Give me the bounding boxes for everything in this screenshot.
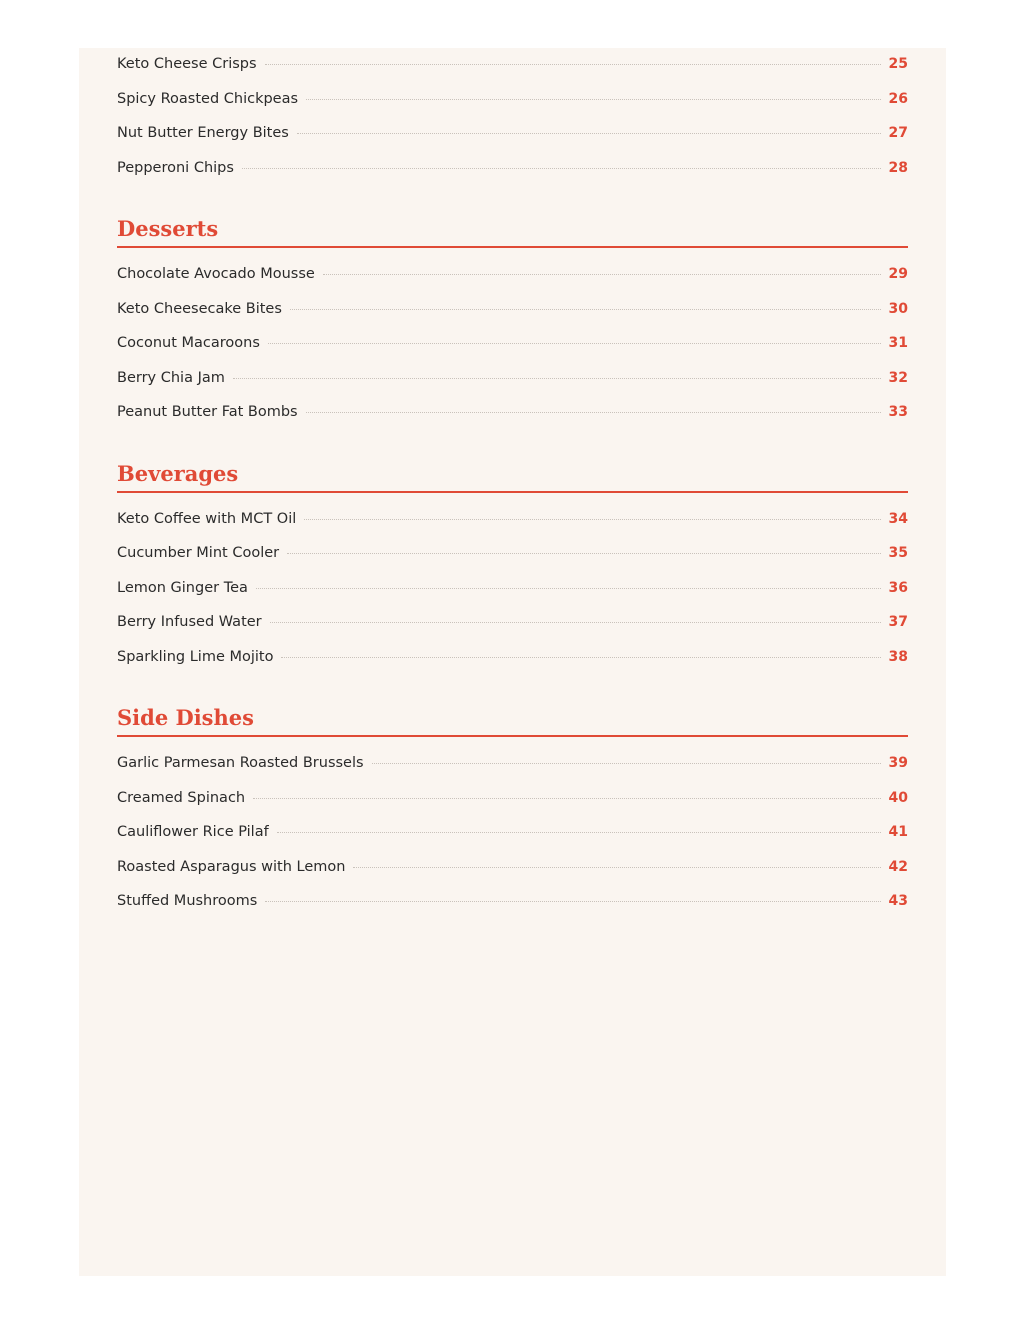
- toc-entry-title: Keto Cheese Crisps: [117, 56, 257, 72]
- dot-leader: [265, 64, 881, 65]
- toc-entry[interactable]: [117, 258, 908, 293]
- toc-page: [79, 48, 946, 1276]
- dot-leader: [306, 99, 880, 100]
- toc-entry-page: 43: [888, 893, 908, 909]
- toc-entry-page: 41: [888, 824, 908, 840]
- dot-leader: [281, 657, 880, 658]
- toc-entry-page: 42: [888, 858, 908, 875]
- toc-entry-title: Cucumber Mint Cooler: [117, 545, 280, 561]
- toc-entry[interactable]: [117, 606, 908, 641]
- toc-entry-title: Berry Infused Water: [117, 614, 262, 630]
- toc-entry-page: 39: [888, 755, 908, 771]
- section-heading: Desserts: [117, 208, 908, 248]
- toc-entry-page: 27: [888, 125, 908, 141]
- toc-entry-title: Garlic Parmesan Roasted Brussels: [117, 755, 364, 771]
- dot-leader: [242, 168, 881, 169]
- dot-leader: [372, 763, 881, 764]
- toc-entry[interactable]: [117, 747, 908, 782]
- toc-entry-title: Cauliflower Rice Pilaf: [117, 824, 269, 840]
- toc-entry[interactable]: [117, 396, 908, 431]
- continued-entries: [117, 48, 908, 186]
- toc-entry-page: 28: [888, 159, 908, 176]
- toc-entry-page: 34: [888, 510, 908, 527]
- toc-entry[interactable]: [117, 782, 908, 817]
- dot-leader: [306, 412, 881, 413]
- toc-entry-title: Creamed Spinach: [117, 789, 246, 806]
- section-heading: Side Dishes: [117, 697, 908, 737]
- dot-leader: [270, 622, 881, 623]
- toc-entry[interactable]: [117, 851, 908, 886]
- toc-entry[interactable]: [117, 117, 908, 152]
- toc-entry-page: 31: [888, 335, 908, 351]
- toc-entry-title: Keto Cheesecake Bites: [117, 300, 282, 317]
- toc-entry-title: Stuffed Mushrooms: [117, 893, 258, 909]
- dot-leader: [304, 519, 880, 520]
- section-side-dishes: [117, 697, 908, 920]
- toc-entry-title: Keto Coffee with MCT Oil: [117, 510, 297, 527]
- toc-entry-title: Spicy Roasted Chickpeas: [117, 90, 299, 107]
- toc-entry-page: 25: [888, 56, 908, 72]
- toc-entry[interactable]: [117, 327, 908, 362]
- toc-entry[interactable]: [117, 83, 908, 118]
- toc-entry-page: 32: [888, 369, 908, 386]
- section-heading: Beverages: [117, 453, 908, 493]
- toc-entry-page: 26: [888, 90, 908, 107]
- section-desserts: [117, 208, 908, 431]
- toc-entry-title: Roasted Asparagus with Lemon: [117, 858, 346, 875]
- toc-entry-page: 40: [888, 789, 908, 806]
- toc-entry-title: Berry Chia Jam: [117, 369, 225, 386]
- toc-entry[interactable]: [117, 641, 908, 676]
- toc-entry-page: 37: [888, 614, 908, 630]
- toc-entry[interactable]: [117, 537, 908, 572]
- toc-entry-title: Nut Butter Energy Bites: [117, 125, 289, 141]
- toc-entry-title: Lemon Ginger Tea: [117, 579, 248, 596]
- toc-entry-title: Chocolate Avocado Mousse: [117, 266, 315, 282]
- dot-leader: [253, 798, 880, 799]
- dot-leader: [277, 832, 881, 833]
- toc-entry-page: 29: [888, 266, 908, 282]
- toc-entry-page: 30: [888, 300, 908, 317]
- toc-entry[interactable]: [117, 48, 908, 83]
- toc-entry[interactable]: [117, 572, 908, 607]
- dot-leader: [265, 901, 880, 902]
- toc-entry-title: Peanut Butter Fat Bombs: [117, 404, 298, 420]
- toc-entry[interactable]: [117, 362, 908, 397]
- dot-leader: [233, 378, 881, 379]
- dot-leader: [353, 867, 880, 868]
- dot-leader: [297, 133, 881, 134]
- section-beverages: [117, 453, 908, 676]
- toc-entry[interactable]: [117, 152, 908, 187]
- toc-entry-page: 33: [888, 404, 908, 420]
- dot-leader: [290, 309, 881, 310]
- toc-entry-title: Coconut Macaroons: [117, 335, 260, 351]
- dot-leader: [256, 588, 881, 589]
- toc-entry[interactable]: [117, 293, 908, 328]
- toc-entry-page: 36: [888, 579, 908, 596]
- toc-entry[interactable]: [117, 503, 908, 538]
- dot-leader: [287, 553, 880, 554]
- toc-content: [117, 48, 908, 920]
- dot-leader: [268, 343, 881, 344]
- toc-entry-page: 38: [888, 648, 908, 665]
- dot-leader: [323, 274, 881, 275]
- toc-entry-title: Sparkling Lime Mojito: [117, 648, 274, 665]
- toc-entry[interactable]: [117, 885, 908, 920]
- toc-entry[interactable]: [117, 816, 908, 851]
- toc-entry-title: Pepperoni Chips: [117, 159, 234, 176]
- toc-entry-page: 35: [888, 545, 908, 561]
